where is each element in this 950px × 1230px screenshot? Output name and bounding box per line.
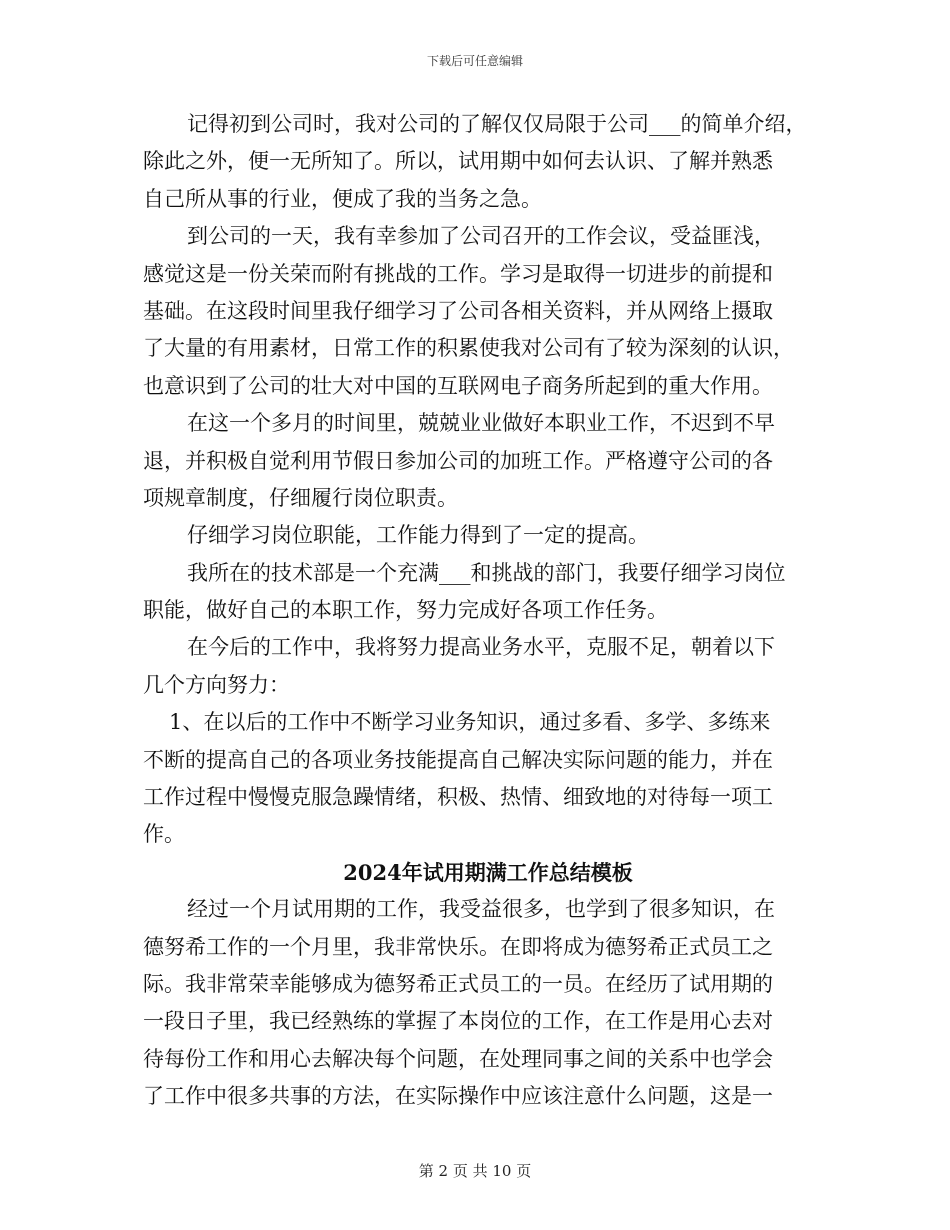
paragraph-line: 几个方向努力： bbox=[143, 672, 290, 697]
paragraph-line: 也意识到了公司的壮大对中国的互联网电子商务所起到的重大作用。 bbox=[143, 373, 773, 398]
paragraph-line: 一段日子里，我已经熟练的掌握了本岗位的工作，在工作是用心去对 bbox=[143, 1009, 773, 1034]
paragraph-line: 仔细学习岗位职能，工作能力得到了一定的提高。 bbox=[187, 523, 649, 548]
paragraph-line: 德努希工作的一个月里，我非常快乐。在即将成为德努希正式员工之 bbox=[143, 934, 773, 959]
page-number: 第 2 页 共 10 页 bbox=[418, 1162, 532, 1180]
paragraph-line: 了工作中很多共事的方法，在实际操作中应该注意什么问题，这是一 bbox=[143, 1084, 773, 1109]
paragraph-line: 除此之外，便一无所知了。所以，试用期中如何去认识、了解并熟悉 bbox=[143, 149, 773, 174]
page-header: 下载后可任意编辑 bbox=[426, 54, 523, 68]
paragraph-line: 待每份工作和用心去解决每个问题，在处理同事之间的关系中也学会 bbox=[143, 1046, 773, 1071]
paragraph-line: 自己所从事的行业，便成了我的当务之急。 bbox=[143, 186, 542, 211]
paragraph-line: 职能，做好自己的本职工作，努力完成好各项工作任务。 bbox=[143, 598, 668, 623]
paragraph-line: 记得初到公司时，我对公司的了解仅仅局限于公司___的简单介绍， bbox=[187, 112, 807, 136]
paragraph-line: 到公司的一天，我有幸参加了公司召开的工作会议，受益匪浅， bbox=[187, 224, 775, 249]
paragraph-line: 感觉这是一份关荣而附有挑战的工作。学习是取得一切进步的前提和 bbox=[143, 261, 773, 286]
paragraph-line: 项规章制度，仔细履行岗位职责。 bbox=[143, 485, 458, 510]
paragraph-line: 1、在以后的工作中不断学习业务知识，通过多看、多学、多练来 bbox=[169, 710, 771, 735]
paragraph-line: 退，并积极自觉利用节假日参加公司的加班工作。严格遵守公司的各 bbox=[143, 448, 773, 473]
paragraph-line: 经过一个月试用期的工作，我受益很多，也学到了很多知识，在 bbox=[187, 897, 775, 922]
paragraph-line: 在今后的工作中，我将努力提高业务水平，克服不足，朝着以下 bbox=[187, 635, 775, 660]
document-body bbox=[143, 106, 807, 1116]
paragraph-line: 了大量的有用素材，日常工作的积累使我对公司有了较为深刻的认识， bbox=[143, 336, 794, 361]
paragraph-line: 基础。在这段时间里我仔细学习了公司各相关资料，并从网络上摄取 bbox=[143, 298, 773, 323]
paragraph-line: 际。我非常荣幸能够成为德努希正式员工的一员。在经历了试用期的 bbox=[143, 971, 773, 996]
paragraph-line: 不断的提高自己的各项业务技能提高自己解决实际问题的能力，并在 bbox=[143, 747, 773, 772]
paragraph-line: 我所在的技术部是一个充满___和挑战的部门，我要仔细学习岗位 bbox=[187, 560, 786, 585]
paragraph-line: 作。 bbox=[143, 822, 185, 847]
section-title: 2024年试用期满工作总结模板 bbox=[343, 859, 633, 885]
paragraph-line: 在这一个多月的时间里，兢兢业业做好本职业工作，不迟到不早 bbox=[187, 411, 775, 436]
paragraph-line: 工作过程中慢慢克服急躁情绪，积极、热情、细致地的对待每一项工 bbox=[143, 785, 773, 810]
